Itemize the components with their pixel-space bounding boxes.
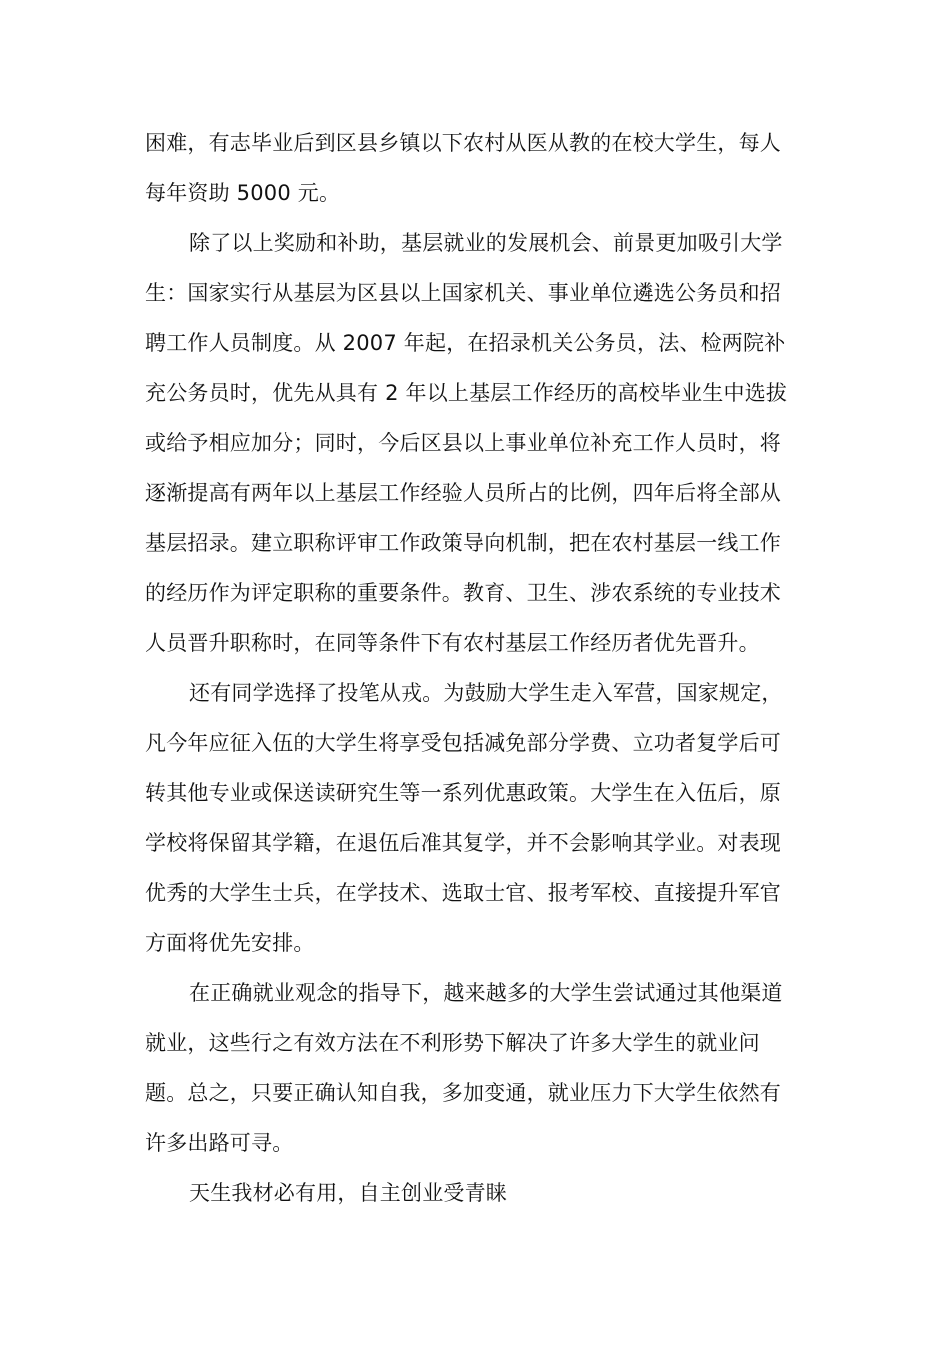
text-line: 就业，这些行之有效方法在不利形势下解决了许多大学生的就业问 xyxy=(145,1031,760,1055)
body-text xyxy=(145,118,815,1218)
text-line: 充公务员时，优先从具有 2 年以上基层工作经历的高校毕业生中选拔 xyxy=(145,381,788,405)
paragraph-start-line: 在正确就业观念的指导下，越来越多的大学生尝试通过其他渠道 xyxy=(189,981,783,1005)
text-line: 或给予相应加分；同时，今后区县以上事业单位补充工作人员时，将 xyxy=(145,431,781,455)
text-line: 每年资助 5000 元。 xyxy=(145,181,341,205)
text-line: 凡今年应征入伍的大学生将享受包括减免部分学费、立功者复学后可 xyxy=(145,731,781,755)
text-line: 方面将优先安排。 xyxy=(145,931,315,955)
text-line: 困难，有志毕业后到区县乡镇以下农村从医从教的在校大学生，每人 xyxy=(145,131,781,155)
text-line: 转其他专业或保送读研究生等一系列优惠政策。大学生在入伍后，原 xyxy=(145,781,781,805)
text-line: 逐渐提高有两年以上基层工作经验人员所占的比例，四年后将全部从 xyxy=(145,481,781,505)
paragraph-start-line: 除了以上奖励和补助，基层就业的发展机会、前景更加吸引大学 xyxy=(189,231,783,255)
text-line: 许多出路可寻。 xyxy=(145,1131,294,1155)
text-line: 基层招录。建立职称评审工作政策导向机制，把在农村基层一线工作 xyxy=(145,531,781,555)
text-line: 优秀的大学生士兵，在学技术、选取士官、报考军校、直接提升军官 xyxy=(145,881,781,905)
text-line: 学校将保留其学籍，在退伍后准其复学，并不会影响其学业。对表现 xyxy=(145,831,781,855)
text-line: 人员晋升职称时，在同等条件下有农村基层工作经历者优先晋升。 xyxy=(145,631,760,655)
section-heading: 天生我材必有用，自主创业受青睐 xyxy=(189,1181,507,1205)
text-line: 题。总之，只要正确认知自我，多加变通，就业压力下大学生依然有 xyxy=(145,1081,781,1105)
text-line: 生：国家实行从基层为区县以上国家机关、事业单位遴选公务员和招 xyxy=(145,281,781,305)
text-line: 聘工作人员制度。从 2007 年起，在招录机关公务员，法、检两院补 xyxy=(145,331,786,355)
text-line: 的经历作为评定职称的重要条件。教育、卫生、涉农系统的专业技术 xyxy=(145,581,781,605)
paragraph-start-line: 还有同学选择了投笔从戎。为鼓励大学生走入军营，国家规定， xyxy=(189,681,783,705)
